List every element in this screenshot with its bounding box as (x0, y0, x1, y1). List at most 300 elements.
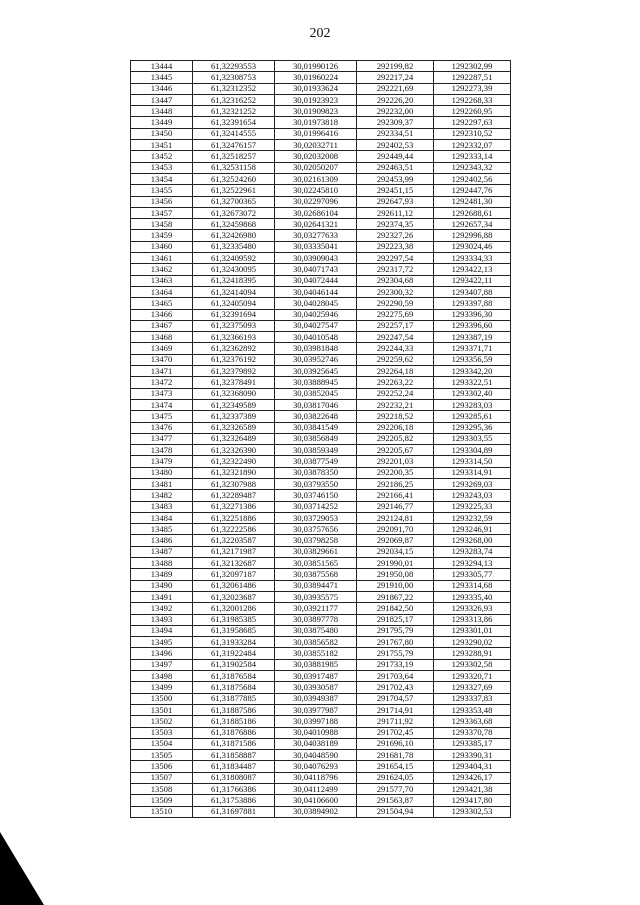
latitude-cell: 61,32326489 (193, 433, 275, 444)
latitude-cell: 61,31985385 (193, 614, 275, 625)
point-number-cell: 13469 (131, 343, 193, 354)
corner-shadow-mark (0, 832, 44, 905)
longitude-cell: 30,03877549 (275, 456, 357, 467)
latitude-cell: 61,32362892 (193, 343, 275, 354)
x-coordinate-cell: 291795,79 (357, 625, 434, 636)
table-row (131, 366, 511, 377)
point-number-cell: 13485 (131, 524, 193, 535)
longitude-cell: 30,03930587 (275, 682, 357, 693)
y-coordinate-cell: 1293302,40 (434, 388, 511, 399)
longitude-cell: 30,04010548 (275, 332, 357, 343)
latitude-cell: 61,31808087 (193, 772, 275, 783)
table-row (131, 445, 511, 456)
latitude-cell: 61,32251886 (193, 512, 275, 523)
y-coordinate-cell: 1292333,14 (434, 151, 511, 162)
table-row (131, 117, 511, 128)
latitude-cell: 61,32409592 (193, 253, 275, 264)
x-coordinate-cell: 292304,68 (357, 275, 434, 286)
y-coordinate-cell: 1293302,58 (434, 659, 511, 670)
y-coordinate-cell: 1292268,33 (434, 94, 511, 105)
point-number-cell: 13493 (131, 614, 193, 625)
longitude-cell: 30,04046144 (275, 286, 357, 297)
x-coordinate-cell: 291910,00 (357, 580, 434, 591)
table-row (131, 433, 511, 444)
latitude-cell: 61,32391694 (193, 309, 275, 320)
latitude-cell: 61,32335480 (193, 241, 275, 252)
x-coordinate-cell: 292206,18 (357, 422, 434, 433)
latitude-cell: 61,32326390 (193, 445, 275, 456)
y-coordinate-cell: 1293335,40 (434, 591, 511, 602)
point-number-cell: 13458 (131, 219, 193, 230)
latitude-cell: 61,32391654 (193, 117, 275, 128)
longitude-cell: 30,02686104 (275, 207, 357, 218)
table-row (131, 784, 511, 795)
longitude-cell: 30,03852045 (275, 388, 357, 399)
point-number-cell: 13475 (131, 411, 193, 422)
y-coordinate-cell: 1293283,74 (434, 546, 511, 557)
y-coordinate-cell: 1293314,50 (434, 456, 511, 467)
longitude-cell: 30,03981848 (275, 343, 357, 354)
x-coordinate-cell: 292244,33 (357, 343, 434, 354)
longitude-cell: 30,03856849 (275, 433, 357, 444)
latitude-cell: 61,32414094 (193, 286, 275, 297)
table-row (131, 207, 511, 218)
latitude-cell: 61,32271386 (193, 501, 275, 512)
longitude-cell: 30,03935575 (275, 591, 357, 602)
table-row (131, 580, 511, 591)
x-coordinate-cell: 292327,26 (357, 230, 434, 241)
table-row (131, 128, 511, 139)
y-coordinate-cell: 1293246,91 (434, 524, 511, 535)
point-number-cell: 13468 (131, 332, 193, 343)
y-coordinate-cell: 1293303,55 (434, 433, 511, 444)
y-coordinate-cell: 1293390,31 (434, 750, 511, 761)
x-coordinate-cell: 292124,81 (357, 512, 434, 523)
point-number-cell: 13456 (131, 196, 193, 207)
point-number-cell: 13476 (131, 422, 193, 433)
point-number-cell: 13467 (131, 320, 193, 331)
longitude-cell: 30,03822648 (275, 411, 357, 422)
longitude-cell: 30,03335041 (275, 241, 357, 252)
latitude-cell: 61,32061486 (193, 580, 275, 591)
x-coordinate-cell: 292199,82 (357, 61, 434, 72)
longitude-cell: 30,02245810 (275, 185, 357, 196)
latitude-cell: 61,31834487 (193, 761, 275, 772)
point-number-cell: 13490 (131, 580, 193, 591)
y-coordinate-cell: 1292310,52 (434, 128, 511, 139)
y-coordinate-cell: 1292287,51 (434, 72, 511, 83)
point-number-cell: 13452 (131, 151, 193, 162)
point-number-cell: 13506 (131, 761, 193, 772)
point-number-cell: 13461 (131, 253, 193, 264)
table-row (131, 591, 511, 602)
x-coordinate-cell: 291767,80 (357, 637, 434, 648)
latitude-cell: 61,31875684 (193, 682, 275, 693)
longitude-cell: 30,03925645 (275, 366, 357, 377)
latitude-cell: 61,32337389 (193, 411, 275, 422)
table-row (131, 603, 511, 614)
longitude-cell: 30,01990126 (275, 61, 357, 72)
latitude-cell: 61,31933284 (193, 637, 275, 648)
table-row (131, 264, 511, 275)
point-number-cell: 13500 (131, 693, 193, 704)
table-row (131, 332, 511, 343)
y-coordinate-cell: 1292402,56 (434, 173, 511, 184)
latitude-cell: 61,31922484 (193, 648, 275, 659)
point-number-cell: 13479 (131, 456, 193, 467)
longitude-cell: 30,04038189 (275, 738, 357, 749)
y-coordinate-cell: 1293387,19 (434, 332, 511, 343)
latitude-cell: 61,32379892 (193, 366, 275, 377)
y-coordinate-cell: 1292996,88 (434, 230, 511, 241)
x-coordinate-cell: 291733,19 (357, 659, 434, 670)
y-coordinate-cell: 1293232,59 (434, 512, 511, 523)
y-coordinate-cell: 1293370,78 (434, 727, 511, 738)
y-coordinate-cell: 1293353,48 (434, 704, 511, 715)
point-number-cell: 13498 (131, 671, 193, 682)
table-row (131, 671, 511, 682)
table-row (131, 106, 511, 117)
longitude-cell: 30,03952746 (275, 354, 357, 365)
table-row (131, 750, 511, 761)
longitude-cell: 30,02032008 (275, 151, 357, 162)
point-number-cell: 13453 (131, 162, 193, 173)
point-number-cell: 13446 (131, 83, 193, 94)
point-number-cell: 13473 (131, 388, 193, 399)
table-row (131, 761, 511, 772)
y-coordinate-cell: 1293371,71 (434, 343, 511, 354)
table-row (131, 806, 511, 817)
point-number-cell: 13477 (131, 433, 193, 444)
x-coordinate-cell: 292034,15 (357, 546, 434, 557)
point-number-cell: 13495 (131, 637, 193, 648)
table-row (131, 625, 511, 636)
y-coordinate-cell: 1293426,17 (434, 772, 511, 783)
longitude-cell: 30,03841549 (275, 422, 357, 433)
y-coordinate-cell: 1293396,60 (434, 320, 511, 331)
point-number-cell: 13481 (131, 478, 193, 489)
point-number-cell: 13510 (131, 806, 193, 817)
x-coordinate-cell: 291624,05 (357, 772, 434, 783)
latitude-cell: 61,32326589 (193, 422, 275, 433)
latitude-cell: 61,31887586 (193, 704, 275, 715)
x-coordinate-cell: 292232,21 (357, 399, 434, 410)
table-row (131, 83, 511, 94)
longitude-cell: 30,04112499 (275, 784, 357, 795)
table-row (131, 399, 511, 410)
latitude-cell: 61,32522961 (193, 185, 275, 196)
point-number-cell: 13486 (131, 535, 193, 546)
longitude-cell: 30,03997188 (275, 716, 357, 727)
latitude-cell: 61,31885186 (193, 716, 275, 727)
table-row (131, 173, 511, 184)
table-row (131, 275, 511, 286)
table-row (131, 377, 511, 388)
y-coordinate-cell: 1292297,63 (434, 117, 511, 128)
table-row (131, 151, 511, 162)
y-coordinate-cell: 1293421,38 (434, 784, 511, 795)
x-coordinate-cell: 292200,35 (357, 467, 434, 478)
latitude-cell: 61,31877885 (193, 693, 275, 704)
y-coordinate-cell: 1292332,07 (434, 140, 511, 151)
latitude-cell: 61,32289487 (193, 490, 275, 501)
point-number-cell: 13507 (131, 772, 193, 783)
point-number-cell: 13463 (131, 275, 193, 286)
table-row (131, 478, 511, 489)
table-row (131, 94, 511, 105)
y-coordinate-cell: 1292273,39 (434, 83, 511, 94)
y-coordinate-cell: 1293024,46 (434, 241, 511, 252)
y-coordinate-cell: 1292481,30 (434, 196, 511, 207)
latitude-cell: 61,32405094 (193, 298, 275, 309)
y-coordinate-cell: 1293337,83 (434, 693, 511, 704)
table-row (131, 185, 511, 196)
x-coordinate-cell: 291577,70 (357, 784, 434, 795)
y-coordinate-cell: 1293320,71 (434, 671, 511, 682)
point-number-cell: 13457 (131, 207, 193, 218)
table-row (131, 648, 511, 659)
point-number-cell: 13465 (131, 298, 193, 309)
table-row (131, 241, 511, 252)
longitude-cell: 30,03894902 (275, 806, 357, 817)
latitude-cell: 61,32171987 (193, 546, 275, 557)
x-coordinate-cell: 292069,87 (357, 535, 434, 546)
table-row (131, 456, 511, 467)
y-coordinate-cell: 1293243,03 (434, 490, 511, 501)
y-coordinate-cell: 1293422,13 (434, 264, 511, 275)
longitude-cell: 30,04118796 (275, 772, 357, 783)
point-number-cell: 13496 (131, 648, 193, 659)
y-coordinate-cell: 1292343,32 (434, 162, 511, 173)
point-number-cell: 13497 (131, 659, 193, 670)
latitude-cell: 61,32426980 (193, 230, 275, 241)
y-coordinate-cell: 1293385,17 (434, 738, 511, 749)
point-number-cell: 13487 (131, 546, 193, 557)
y-coordinate-cell: 1293302,53 (434, 806, 511, 817)
x-coordinate-cell: 291702,45 (357, 727, 434, 738)
point-number-cell: 13460 (131, 241, 193, 252)
x-coordinate-cell: 291755,79 (357, 648, 434, 659)
x-coordinate-cell: 292300,32 (357, 286, 434, 297)
x-coordinate-cell: 292297,54 (357, 253, 434, 264)
x-coordinate-cell: 292317,72 (357, 264, 434, 275)
longitude-cell: 30,04048590 (275, 750, 357, 761)
y-coordinate-cell: 1293356,59 (434, 354, 511, 365)
latitude-cell: 61,31958685 (193, 625, 275, 636)
longitude-cell: 30,04028045 (275, 298, 357, 309)
x-coordinate-cell: 292402,53 (357, 140, 434, 151)
point-number-cell: 13472 (131, 377, 193, 388)
latitude-cell: 61,32321890 (193, 467, 275, 478)
latitude-cell: 61,31902584 (193, 659, 275, 670)
y-coordinate-cell: 1293327,69 (434, 682, 511, 693)
point-number-cell: 13474 (131, 399, 193, 410)
table-row (131, 738, 511, 749)
longitude-cell: 30,03277633 (275, 230, 357, 241)
x-coordinate-cell: 292166,41 (357, 490, 434, 501)
longitude-cell: 30,03714252 (275, 501, 357, 512)
y-coordinate-cell: 1292657,34 (434, 219, 511, 230)
table-row (131, 253, 511, 264)
table-row (131, 422, 511, 433)
x-coordinate-cell: 292290,59 (357, 298, 434, 309)
point-number-cell: 13483 (131, 501, 193, 512)
longitude-cell: 30,02641321 (275, 219, 357, 230)
point-number-cell: 13451 (131, 140, 193, 151)
x-coordinate-cell: 291867,22 (357, 591, 434, 602)
point-number-cell: 13503 (131, 727, 193, 738)
x-coordinate-cell: 292463,51 (357, 162, 434, 173)
latitude-cell: 61,32430095 (193, 264, 275, 275)
longitude-cell: 30,01960224 (275, 72, 357, 83)
y-coordinate-cell: 1293304,89 (434, 445, 511, 456)
table-row (131, 286, 511, 297)
longitude-cell: 30,03909043 (275, 253, 357, 264)
longitude-cell: 30,03729053 (275, 512, 357, 523)
y-coordinate-cell: 1293342,20 (434, 366, 511, 377)
longitude-cell: 30,03757656 (275, 524, 357, 535)
table-row (131, 61, 511, 72)
y-coordinate-cell: 1292447,76 (434, 185, 511, 196)
x-coordinate-cell: 292146,77 (357, 501, 434, 512)
table-row (131, 727, 511, 738)
latitude-cell: 61,32097187 (193, 569, 275, 580)
latitude-cell: 61,32316252 (193, 94, 275, 105)
x-coordinate-cell: 292453,99 (357, 173, 434, 184)
x-coordinate-cell: 292247,54 (357, 332, 434, 343)
y-coordinate-cell: 1293422,11 (434, 275, 511, 286)
table-row (131, 196, 511, 207)
point-number-cell: 13478 (131, 445, 193, 456)
x-coordinate-cell: 291703,64 (357, 671, 434, 682)
table-row (131, 558, 511, 569)
point-number-cell: 13448 (131, 106, 193, 117)
longitude-cell: 30,03829661 (275, 546, 357, 557)
point-number-cell: 13480 (131, 467, 193, 478)
longitude-cell: 30,01973818 (275, 117, 357, 128)
y-coordinate-cell: 1293283,03 (434, 399, 511, 410)
latitude-cell: 61,32321252 (193, 106, 275, 117)
point-number-cell: 13484 (131, 512, 193, 523)
latitude-cell: 61,32524260 (193, 173, 275, 184)
y-coordinate-cell: 1293269,03 (434, 478, 511, 489)
point-number-cell: 13491 (131, 591, 193, 602)
y-coordinate-cell: 1293334,33 (434, 253, 511, 264)
x-coordinate-cell: 292309,37 (357, 117, 434, 128)
point-number-cell: 13482 (131, 490, 193, 501)
point-number-cell: 13508 (131, 784, 193, 795)
point-number-cell: 13492 (131, 603, 193, 614)
x-coordinate-cell: 291681,78 (357, 750, 434, 761)
x-coordinate-cell: 292232,00 (357, 106, 434, 117)
point-number-cell: 13489 (131, 569, 193, 580)
x-coordinate-cell: 292217,24 (357, 72, 434, 83)
longitude-cell: 30,01923923 (275, 94, 357, 105)
latitude-cell: 61,31697881 (193, 806, 275, 817)
point-number-cell: 13444 (131, 61, 193, 72)
point-number-cell: 13494 (131, 625, 193, 636)
x-coordinate-cell: 291714,91 (357, 704, 434, 715)
x-coordinate-cell: 292221,69 (357, 83, 434, 94)
y-coordinate-cell: 1293404,31 (434, 761, 511, 772)
table-row (131, 298, 511, 309)
table-row (131, 140, 511, 151)
point-number-cell: 13502 (131, 716, 193, 727)
y-coordinate-cell: 1293305,77 (434, 569, 511, 580)
x-coordinate-cell: 292257,17 (357, 320, 434, 331)
point-number-cell: 13505 (131, 750, 193, 761)
longitude-cell: 30,03851565 (275, 558, 357, 569)
latitude-cell: 61,32132687 (193, 558, 275, 569)
longitude-cell: 30,04027547 (275, 320, 357, 331)
point-number-cell: 13501 (131, 704, 193, 715)
table-row (131, 411, 511, 422)
y-coordinate-cell: 1293268,00 (434, 535, 511, 546)
table-row (131, 704, 511, 715)
point-number-cell: 13488 (131, 558, 193, 569)
x-coordinate-cell: 292374,35 (357, 219, 434, 230)
table-row (131, 354, 511, 365)
x-coordinate-cell: 292223,38 (357, 241, 434, 252)
latitude-cell: 61,32518257 (193, 151, 275, 162)
table-row (131, 716, 511, 727)
y-coordinate-cell: 1292260,95 (434, 106, 511, 117)
y-coordinate-cell: 1293326,93 (434, 603, 511, 614)
point-number-cell: 13447 (131, 94, 193, 105)
longitude-cell: 30,03894471 (275, 580, 357, 591)
x-coordinate-cell: 292263,22 (357, 377, 434, 388)
table-row (131, 343, 511, 354)
longitude-cell: 30,04076293 (275, 761, 357, 772)
y-coordinate-cell: 1293301,01 (434, 625, 511, 636)
table-row (131, 467, 511, 478)
longitude-cell: 30,04072444 (275, 275, 357, 286)
latitude-cell: 61,32023687 (193, 591, 275, 602)
x-coordinate-cell: 291825,17 (357, 614, 434, 625)
table-row (131, 490, 511, 501)
x-coordinate-cell: 292647,93 (357, 196, 434, 207)
longitude-cell: 30,04106600 (275, 795, 357, 806)
table-row (131, 512, 511, 523)
y-coordinate-cell: 1293290,02 (434, 637, 511, 648)
latitude-cell: 61,32293553 (193, 61, 275, 72)
longitude-cell: 30,03977987 (275, 704, 357, 715)
longitude-cell: 30,03881985 (275, 659, 357, 670)
latitude-cell: 61,32700365 (193, 196, 275, 207)
longitude-cell: 30,03875568 (275, 569, 357, 580)
x-coordinate-cell: 291704,57 (357, 693, 434, 704)
table-row (131, 162, 511, 173)
table-row (131, 693, 511, 704)
point-number-cell: 13459 (131, 230, 193, 241)
latitude-cell: 61,31871586 (193, 738, 275, 749)
x-coordinate-cell: 292451,15 (357, 185, 434, 196)
point-number-cell: 13454 (131, 173, 193, 184)
x-coordinate-cell: 291563,87 (357, 795, 434, 806)
longitude-cell: 30,04010988 (275, 727, 357, 738)
longitude-cell: 30,03856582 (275, 637, 357, 648)
longitude-cell: 30,03921177 (275, 603, 357, 614)
latitude-cell: 61,32459868 (193, 219, 275, 230)
point-number-cell: 13450 (131, 128, 193, 139)
latitude-cell: 61,32366193 (193, 332, 275, 343)
coordinates-table (130, 60, 511, 818)
table-row (131, 501, 511, 512)
y-coordinate-cell: 1293314,91 (434, 467, 511, 478)
x-coordinate-cell: 292218,52 (357, 411, 434, 422)
point-number-cell: 13464 (131, 286, 193, 297)
x-coordinate-cell: 291711,92 (357, 716, 434, 727)
